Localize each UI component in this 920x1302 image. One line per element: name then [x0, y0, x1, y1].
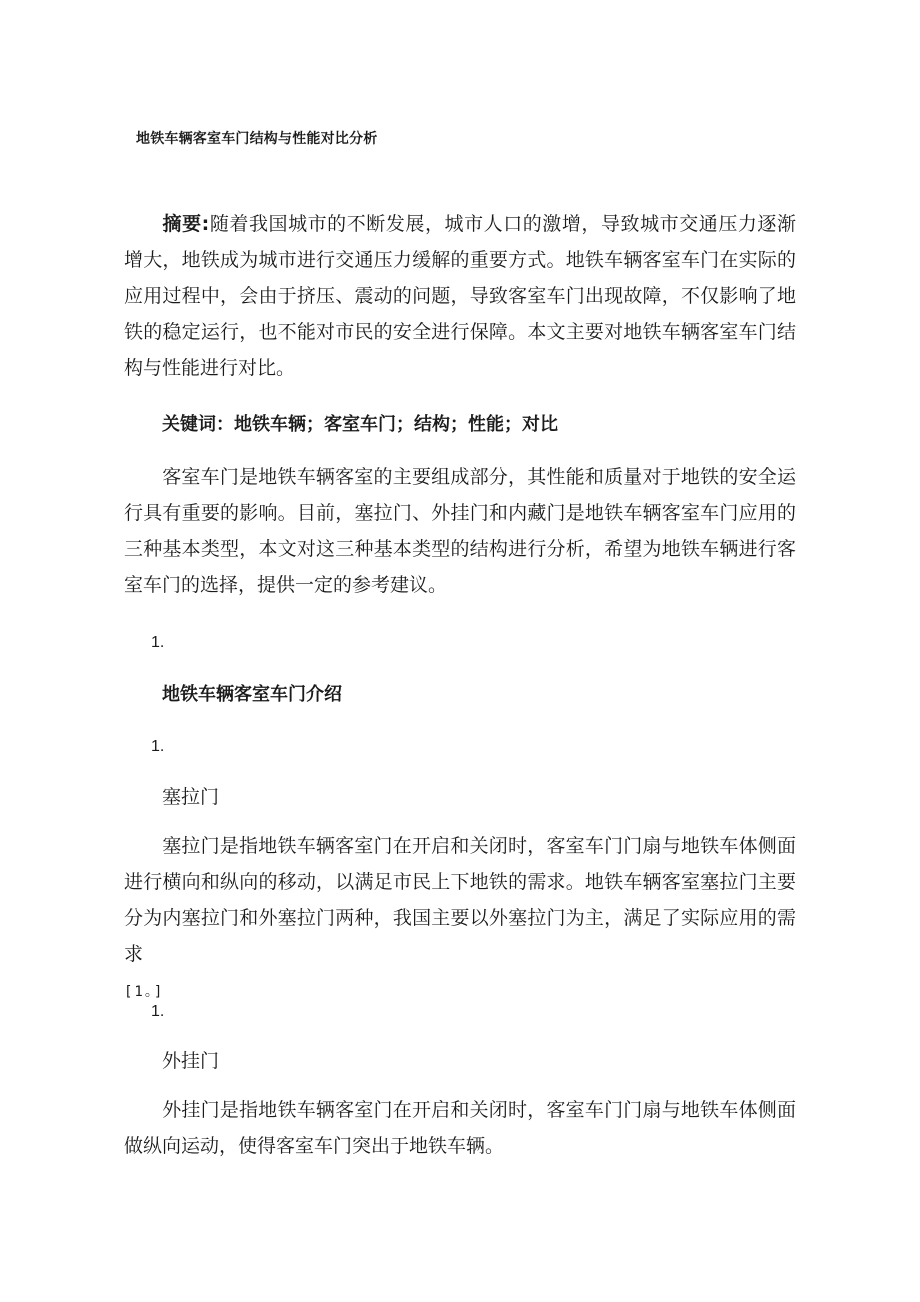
- subsection-2-paragraph: [124, 1092, 796, 1164]
- subsection-1-text: 塞拉门是指地铁车辆客室门在开启和关闭时，客室车门门扇与地铁车体侧面 进行横向和纵向的移动，以满足市民上下地铁的需求。地铁车辆客室塞拉门主要 分为内塞拉门和外塞拉门两种，我国主要以外塞拉门为主，满足了实际应用的需 求: [124, 835, 796, 965]
- abstract-text: 随着我国城市的不断发展，城市人口的激增，导致城市交通压力逐渐 增大，地铁成为城市进行交通压力缓解的重要方式。地铁车辆客室车门在实际的 应用过程中，会由于挤压、震动的问题，导致客室车门出现故障，不仅影响了地 铁的稳定运行，也不能对市民的安全进行保障。本文主要对地铁车辆客室车门结 构与性能进行对比。: [124, 213, 796, 379]
- keywords-line: 关键词：地铁车辆；客室车门；结构；性能；对比: [162, 414, 558, 435]
- intro-text: 客室车门是地铁车辆客室的主要组成部分，其性能和质量对于地铁的安全运 行具有重要的影响。目前，塞拉门、外挂门和内藏门是地铁车辆客室车门应用的 三种基本类型，本文对这三种基本类型的结构进行分析，希望为地铁车辆进行客 室车门的选择，提供一定的参考建议。: [124, 466, 796, 596]
- subsection-2-text: 外挂门是指地铁车辆客室门在开启和关闭时，客室车门门扇与地铁车体侧面 做纵向运动，使得客室车门突出于地铁车辆。: [124, 1099, 796, 1157]
- subsection-1-paragraph: [124, 828, 796, 1010]
- abstract-paragraph: [124, 206, 796, 386]
- subsection-2-number: 1.: [151, 1003, 165, 1020]
- abstract-label: 摘要:: [162, 213, 210, 235]
- section-1-heading: 地铁车辆客室车门介绍: [162, 684, 342, 705]
- subsection-1-number: 1.: [151, 738, 165, 755]
- document-title: 地铁车辆客室车门结构与性能对比分析: [136, 131, 378, 147]
- subsection-1-heading: 塞拉门: [162, 786, 220, 808]
- subsection-2-heading: 外挂门: [162, 1050, 220, 1072]
- intro-paragraph: [124, 459, 796, 603]
- section-1-number: 1.: [151, 634, 165, 651]
- reference-marker: [1。]: [124, 984, 165, 1000]
